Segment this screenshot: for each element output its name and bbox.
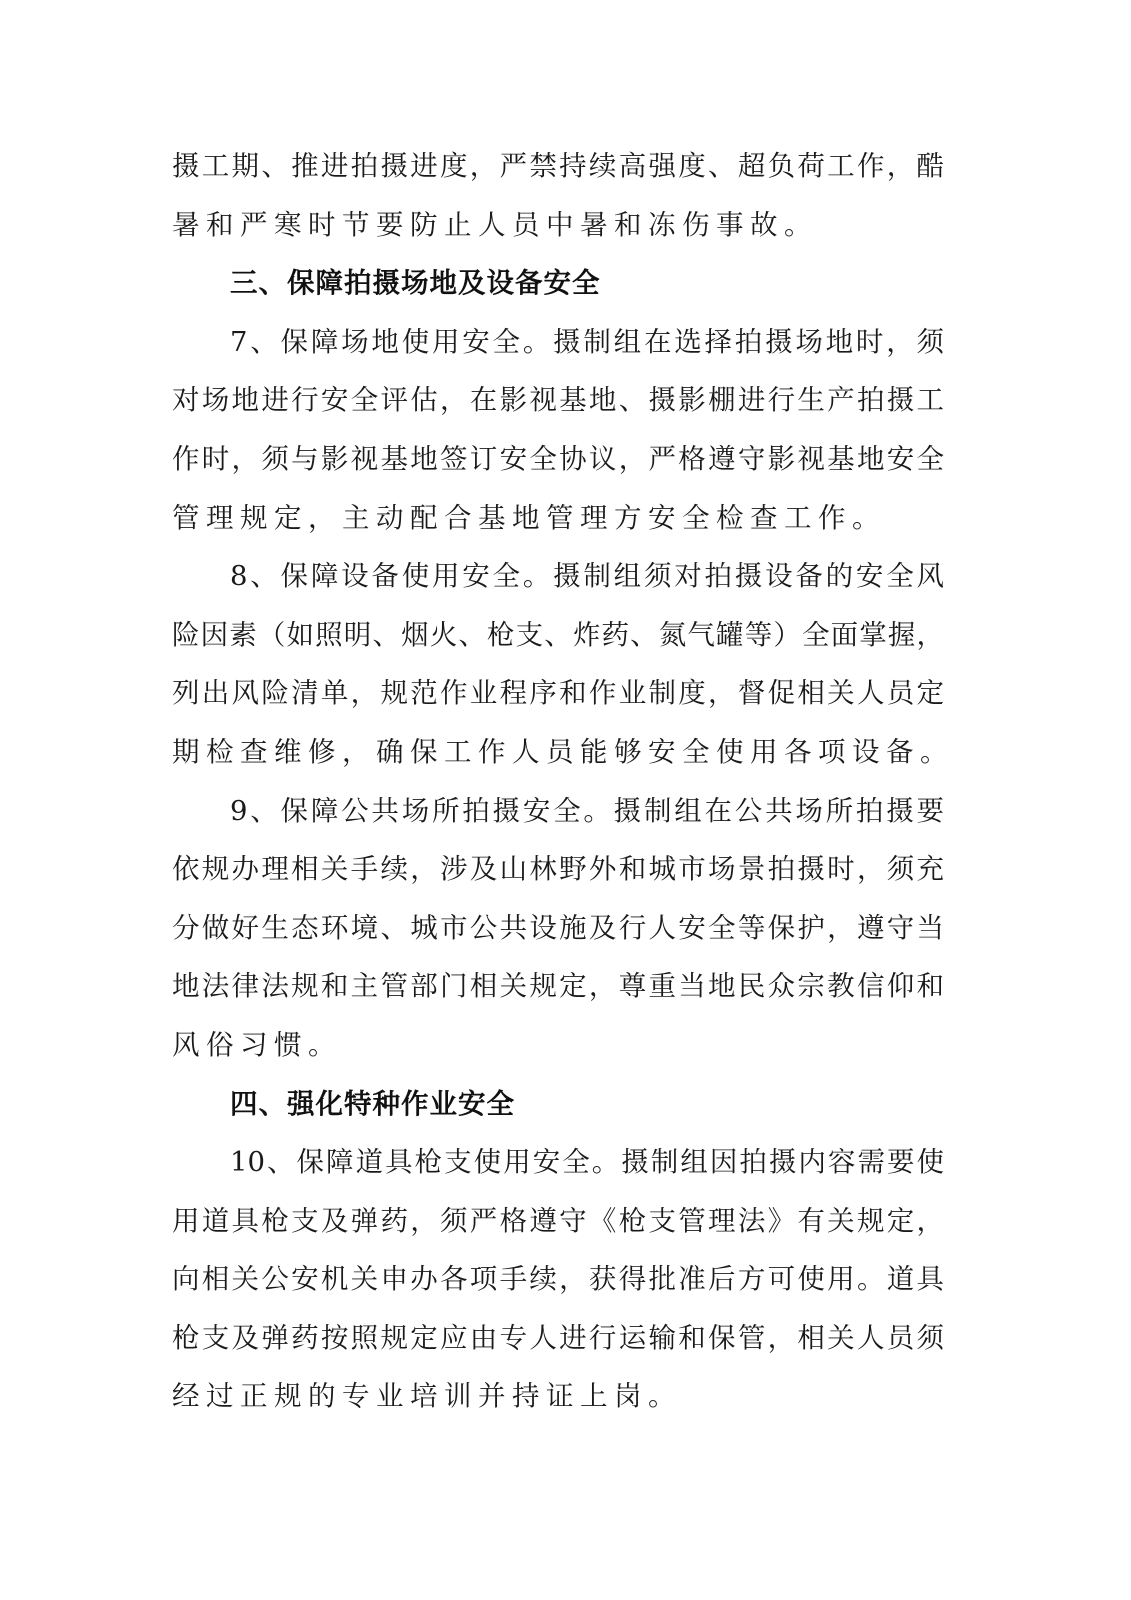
paragraph-line: 10、保障道具枪支使用安全。摄制组因拍摄内容需要使 — [230, 1146, 944, 1179]
paragraph-line: 依规办理相关手续，涉及山林野外和城市场景拍摄时，须充 — [172, 853, 944, 886]
paragraph-line: 管理规定，主动配合基地管理方安全检查工作。 — [172, 501, 886, 534]
paragraph-item-9 — [172, 782, 944, 1075]
paragraph-line: 风俗习惯。 — [172, 1028, 342, 1061]
paragraph-intro — [172, 137, 944, 254]
paragraph-line: 对场地进行安全评估，在影视基地、摄影棚进行生产拍摄工 — [172, 384, 944, 417]
paragraph-line: 向相关公安机关申办各项手续，获得批准后方可使用。道具 — [172, 1263, 944, 1296]
paragraph-line: 期检查维修，确保工作人员能够安全使用各项设备。 — [172, 735, 954, 768]
paragraph-line: 地法律法规和主管部门相关规定，尊重当地民众宗教信仰和 — [172, 970, 944, 1003]
paragraph-line: 7、保障场地使用安全。摄制组在选择拍摄场地时，须 — [230, 325, 944, 358]
paragraph-line: 枪支及弹药按照规定应由专人进行运输和保管，相关人员须 — [172, 1321, 944, 1354]
paragraph-line: 作时，须与影视基地签订安全协议，严格遵守影视基地安全 — [172, 442, 944, 475]
paragraph-item-10 — [172, 1133, 944, 1426]
paragraph-line: 险因素（如照明、烟火、枪支、炸药、氮气罐等）全面掌握， — [172, 618, 944, 651]
paragraph-item-7 — [172, 313, 944, 547]
paragraph-line: 列出风险清单，规范作业程序和作业制度，督促相关人员定 — [172, 677, 944, 710]
paragraph-line: 9、保障公共场所拍摄安全。摄制组在公共场所拍摄要 — [230, 794, 944, 827]
section-heading-4: 四、强化特种作业安全 — [230, 1087, 515, 1120]
section-heading-3: 三、保障拍摄场地及设备安全 — [230, 267, 601, 300]
paragraph-item-8 — [172, 547, 954, 781]
paragraph-line: 分做好生态环境、城市公共设施及行人安全等保护，遵守当 — [172, 911, 944, 944]
paragraph-line: 用道具枪支及弹药，须严格遵守《枪支管理法》有关规定， — [172, 1204, 944, 1237]
paragraph-line: 8、保障设备使用安全。摄制组须对拍摄设备的安全风 — [230, 560, 944, 593]
paragraph-line: 摄工期、推进拍摄进度，严禁持续高强度、超负荷工作，酷 — [172, 150, 944, 182]
document-page — [172, 137, 954, 1426]
paragraph-line: 暑和严寒时节要防止人员中暑和冻伤事故。 — [172, 208, 818, 241]
paragraph-line: 经过正规的专业培训并持证上岗。 — [172, 1380, 682, 1413]
